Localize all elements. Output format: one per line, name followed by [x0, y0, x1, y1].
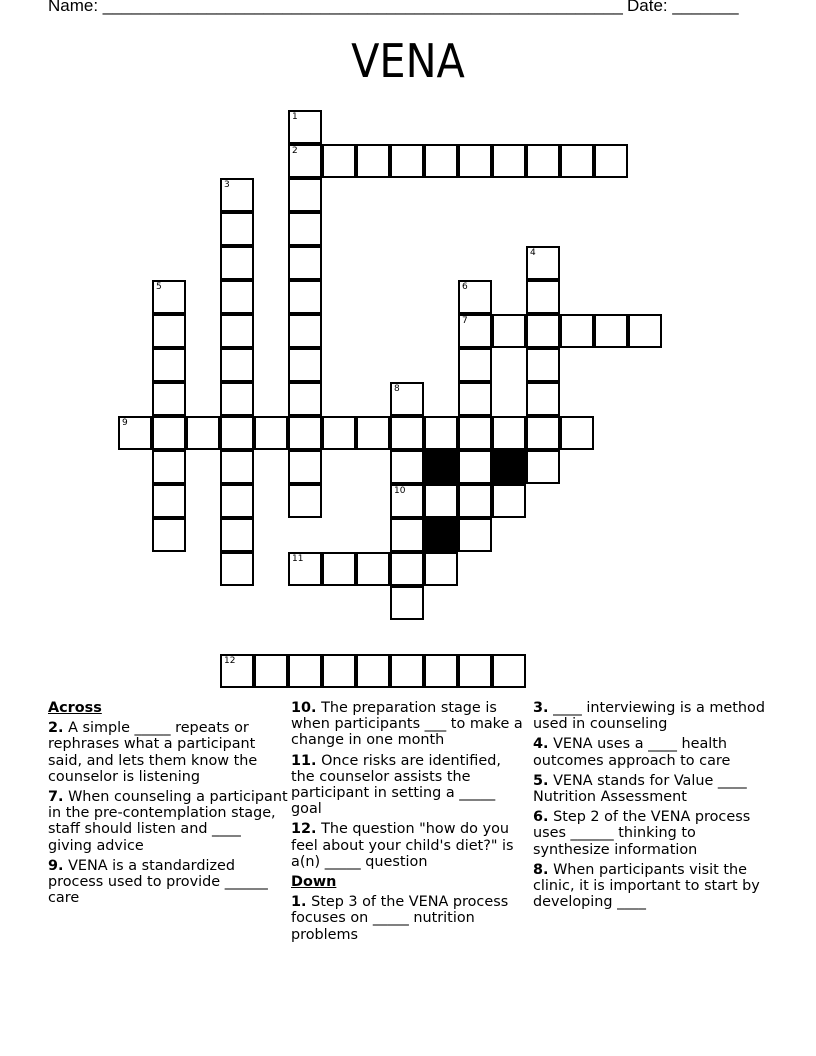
grid-cell[interactable] [288, 178, 322, 212]
grid-cell[interactable] [560, 144, 594, 178]
clue-down-5: 5. VENA stands for Value ____ Nutrition Assessment [533, 772, 747, 806]
grid-cell[interactable] [152, 416, 186, 450]
grid-cell[interactable] [288, 348, 322, 382]
clue-number: 6 [462, 282, 468, 292]
grid-cell[interactable] [152, 518, 186, 552]
grid-cell[interactable] [458, 314, 492, 348]
grid-cell[interactable] [220, 484, 254, 518]
clue-number: 2 [292, 146, 298, 156]
grid-cell[interactable] [390, 586, 424, 620]
grid-cell[interactable] [220, 314, 254, 348]
grid-cell[interactable] [594, 314, 628, 348]
clue-number: 9 [122, 418, 128, 428]
grid-cell[interactable] [424, 416, 458, 450]
down-heading: Down [291, 874, 337, 891]
grid-cell[interactable] [356, 416, 390, 450]
grid-cell[interactable] [152, 280, 186, 314]
grid-cell[interactable] [526, 416, 560, 450]
grid-cell[interactable] [220, 246, 254, 280]
grid-cell[interactable] [492, 314, 526, 348]
grid-cell[interactable] [288, 484, 322, 518]
clue-down-4: 4. VENA uses a ____ health outcomes approach to care [533, 736, 731, 769]
grid-cell[interactable] [288, 110, 322, 144]
grid-cell[interactable] [254, 654, 288, 688]
grid-cell[interactable] [220, 552, 254, 586]
clue-across-10: 10. The preparation stage is when participants ___ to make a change in one month [291, 700, 523, 749]
grid-cell[interactable] [458, 348, 492, 382]
grid-cell[interactable] [322, 552, 356, 586]
grid-cell[interactable] [424, 144, 458, 178]
grid-cell[interactable] [220, 348, 254, 382]
grid-cell[interactable] [288, 382, 322, 416]
grid-cell[interactable] [390, 552, 424, 586]
grid-cell[interactable] [288, 416, 322, 450]
grid-cell[interactable] [390, 144, 424, 178]
grid-cell[interactable] [288, 212, 322, 246]
grid-cell[interactable] [594, 144, 628, 178]
grid-cell[interactable] [288, 654, 322, 688]
grid-cell[interactable] [390, 382, 424, 416]
grid-cell[interactable] [288, 280, 322, 314]
grid-cell[interactable] [560, 416, 594, 450]
clue-across-2: 2. A simple _____ repeats or rephrases what a participant said, and lets them know the counselor is listening [48, 720, 258, 785]
grid-cell[interactable] [356, 144, 390, 178]
grid-cell[interactable] [288, 552, 322, 586]
clue-across-7: 7. When counseling a participant in the pre-contemplation stage, staff should listen and ____ giving advice [48, 789, 288, 854]
clue-number: 1 [292, 112, 298, 122]
grid-cell[interactable] [220, 280, 254, 314]
grid-cell[interactable] [186, 416, 220, 450]
grid-cell[interactable] [288, 314, 322, 348]
grid-cell[interactable] [458, 450, 492, 484]
clue-number: 4 [530, 248, 536, 258]
grid-cell[interactable] [322, 654, 356, 688]
grid-cell[interactable] [424, 484, 458, 518]
grid-cell[interactable] [560, 314, 594, 348]
grid-cell[interactable] [492, 484, 526, 518]
grid-cell[interactable] [220, 518, 254, 552]
black-square [492, 450, 526, 484]
grid-cell[interactable] [526, 144, 560, 178]
clue-across-9: 9. VENA is a standardized process used to provide ______ care [48, 857, 268, 907]
clue-number: 10 [394, 486, 406, 496]
grid-cell[interactable] [458, 382, 492, 416]
grid-cell[interactable] [288, 450, 322, 484]
grid-cell[interactable] [526, 382, 560, 416]
grid-cell[interactable] [322, 416, 356, 450]
grid-cell[interactable] [220, 382, 254, 416]
grid-cell[interactable] [152, 450, 186, 484]
clue-down-1: 1. Step 3 of the VENA process focuses on _____ nutrition problems [291, 894, 509, 943]
grid-cell[interactable] [152, 484, 186, 518]
grid-cell[interactable] [628, 314, 662, 348]
grid-cell[interactable] [526, 280, 560, 314]
grid-cell[interactable] [356, 654, 390, 688]
clue-down-8: 8. When participants visit the clinic, it is important to start by developing ____ [533, 861, 760, 911]
grid-cell[interactable] [390, 484, 424, 518]
grid-cell[interactable] [492, 144, 526, 178]
clue-across-11: 11. Once risks are identified, the counselor assists the participant in setting a _____ goal [291, 752, 501, 818]
grid-cell[interactable] [152, 314, 186, 348]
clues-column-1 [48, 700, 288, 910]
grid-cell[interactable] [526, 450, 560, 484]
grid-cell[interactable] [288, 144, 322, 178]
grid-cell[interactable] [458, 654, 492, 688]
clue-number: 12 [224, 656, 236, 666]
grid-cell[interactable] [220, 416, 254, 450]
grid-cell[interactable] [492, 654, 526, 688]
grid-cell[interactable] [390, 450, 424, 484]
grid-cell[interactable] [390, 518, 424, 552]
grid-cell[interactable] [458, 144, 492, 178]
grid-cell[interactable] [288, 246, 322, 280]
grid-cell[interactable] [118, 416, 152, 450]
puzzle-title: VENA [351, 34, 465, 88]
grid-cell[interactable] [458, 416, 492, 450]
clue-down-6: 6. Step 2 of the VENA process uses ______ thinking to synthesize information [533, 809, 751, 858]
clues-column-3 [533, 700, 771, 914]
clue-across-12: 12. The question "how do you feel about your child's diet?" is a(n) _____ question [291, 821, 514, 870]
grid-cell[interactable] [152, 382, 186, 416]
black-square [424, 518, 458, 552]
clue-number: 11 [292, 554, 304, 564]
clue-number: 7 [462, 316, 468, 326]
name-field-label: Name: _______________________________________________________ [48, 0, 623, 15]
clue-down-3: 3. ____ interviewing is a method used in counseling [533, 700, 765, 733]
clues-column-2 [291, 700, 523, 947]
grid-cell[interactable] [458, 518, 492, 552]
grid-cell[interactable] [220, 450, 254, 484]
grid-cell[interactable] [152, 348, 186, 382]
grid-cell[interactable] [390, 416, 424, 450]
grid-cell[interactable] [322, 144, 356, 178]
clue-number: 3 [224, 180, 230, 190]
grid-cell[interactable] [220, 654, 254, 688]
across-heading: Across [48, 700, 102, 716]
grid-cell[interactable] [526, 246, 560, 280]
date-field-label: Date: _______ [627, 0, 739, 15]
grid-cell[interactable] [492, 416, 526, 450]
clue-number: 5 [156, 282, 162, 292]
black-square [424, 450, 458, 484]
grid-cell[interactable] [458, 280, 492, 314]
grid-cell[interactable] [254, 416, 288, 450]
grid-cell[interactable] [424, 552, 458, 586]
grid-cell[interactable] [220, 212, 254, 246]
grid-cell[interactable] [526, 314, 560, 348]
grid-cell[interactable] [424, 654, 458, 688]
grid-cell[interactable] [390, 654, 424, 688]
grid-cell[interactable] [458, 484, 492, 518]
grid-cell[interactable] [526, 348, 560, 382]
grid-cell[interactable] [220, 178, 254, 212]
grid-cell[interactable] [356, 552, 390, 586]
clue-number: 8 [394, 384, 400, 394]
